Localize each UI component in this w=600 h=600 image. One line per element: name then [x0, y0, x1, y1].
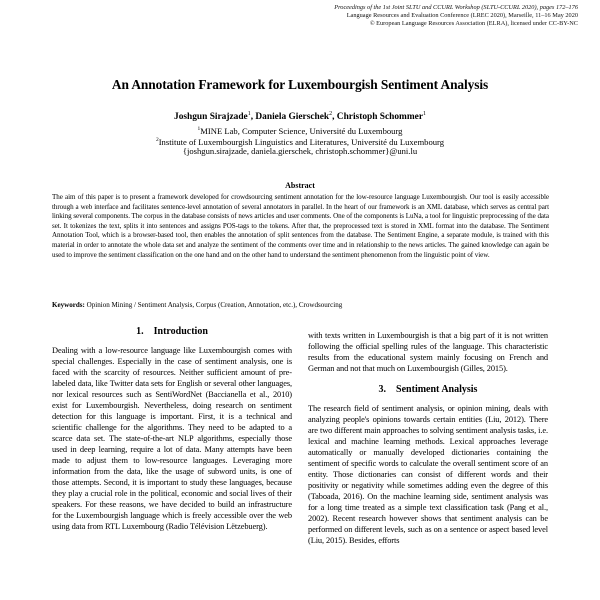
affiliation-text: Institute of Luxembourgish Linguistics and Literatures, Université du Luxembourg — [158, 136, 445, 147]
section-number: 3. — [378, 384, 387, 395]
author-sup: 2 — [329, 111, 333, 117]
affiliation-sup: 2 — [155, 137, 159, 143]
author-name: Christoph Schommer — [336, 112, 423, 123]
section-heading — [308, 384, 548, 395]
author-sup: 1 — [423, 111, 426, 117]
header-line-1: Proceedings of the 1st Joint SLTU and CCURL Workshop (SLTU-CCURL 2020), pages 172–176 — [334, 4, 578, 11]
author-sup: 1 — [247, 111, 251, 117]
affiliation-text: MINE Lab, Computer Science, Université du Luxembourg — [200, 125, 403, 136]
section-number: 1. — [136, 326, 144, 337]
left-column — [52, 326, 292, 532]
section-heading — [52, 326, 292, 337]
author-name: Daniela Gierschek — [255, 112, 330, 123]
introduction-text: Dealing with a low-resource language like Luxembourgish comes with special challenges. Especially in the case of sentiment analysis, one is faced with the scarcity of resources. Neither sufficient amount of pre-labeled data, like Twitter data sets for English or several other languages, nor lexical resources such as SentiWordNet (Baccianella et al., 2010) exist for Luxembourgish. Nevertheless, doing research on sentiment detection for this language is important. First, it is a technical and scientific challenge for the algorithms. They need to be adapted to a scarce data set. The state-of-the-art NLP algorithms, especially those used in deep learning, require a lot of data. Many attempts have been made to adjust them to low-resource languages. Leveraging more information from the data, like the usage of subword units, is one of those attempts. Second, it is important to study these languages, because they play a crucial role in the political, economic and social lives of their speakers. For these reasons, we have decided to build an infrastructure for the Luxembourgish language which is freely accessible over the web using data from RTL Luxembourg (Radio Télévision Lëtzebuerg). — [52, 346, 292, 531]
keywords-text: Opinion Mining / Sentiment Analysis, Corpus (Creation, Annotation, etc.), Crowdsourcing — [86, 301, 343, 309]
author-emails: {joshgun.sirajzade, daniela.gierschek, christoph.schommer}@uni.lu — [182, 146, 418, 156]
section-title: Introduction — [153, 326, 208, 337]
header-line-3: © European Language Resources Association (ELRA), licensed under CC-BY-NC — [369, 20, 578, 27]
header-line-2: Language Resources and Evaluation Conference (LREC 2020), Marseille, 11–16 May 2020 — [346, 12, 578, 19]
abstract-text: The aim of this paper is to present a framework developed for crowdsourcing sentiment annotation for the low-resource language Luxembourgish. Our tool is easily accessible through a web interface and facilitates sentence-level annotation of several annotators in parallel. In the heart of our framework is an XML database, which serves as central part linking several components. The corpus in the database consists of news articles and user comments. One of the components is LuNa, a tool for linguistic preprocessing of the data set. It tokenizes the text, splits it into sentences and assigns POS-tags to the tokens. After that, the preprocessed text is stored in XML format into the database. The Sentiment Annotation Tool, which is a browser-based tool, then enables the annotation of split sentences from the database. The Sentiment Engine, a separate module, is trained with this material in order to annotate the whole data set and analyze the sentiment of the comments over time and in relationship to the news articles. The gained knowledge can again be used to improve the sentiment classification on the one hand and on the other hand to understand the sentiment phenomenon from the linguistic point of view. — [52, 193, 549, 259]
author-list: Joshgun Sirajzade$^1$, Daniela Gierschek$^2$, Christoph Schommer$^1$ — [174, 111, 426, 123]
proceedings-header — [334, 4, 578, 28]
affiliation-sup: 1 — [197, 126, 201, 132]
right-column — [308, 330, 548, 546]
keywords-label: Keywords: — [52, 301, 85, 309]
paper-title: An Annotation Framework for Luxembourgish Sentiment Analysis — [111, 77, 489, 92]
abstract-heading: Abstract — [285, 181, 315, 190]
sentiment-analysis-text: The research field of sentiment analysis, or opinion mining, deals with analyzing people's opinions towards certain entities (Liu, 2012). There are two different main approaches to solving sentiment analysis tasks, i.e. lexical and machine learning methods. Lexical approaches leverage automatically or manually developed dictionaries containing the sentiment of specific words to calculate the overall sentiment score of an entity. Those dictionaries can consist of different words and their positivity or negativity while sometimes adding even the degree of this (Taboada, 2016). On the machine learning side, sentiment analysis was for a long time treated as a simple text classification task (Pang et al., 2002). Recent research however shows that sentiment analysis can be performed on different levels, such as on a sentence or aspect based level (Liu, 2015). Besides, efforts — [308, 404, 548, 545]
continued-paragraph: with texts written in Luxembourgish is that a big part of it is not written following the official spelling rules of the language. This characteristic results from the educational system mainly focusing on French and German and not that much on Luxembourgish (Gilles, 2015). — [308, 331, 548, 373]
author-name: Joshgun Sirajzade — [174, 112, 248, 123]
section-title: Sentiment Analysis — [396, 384, 478, 395]
keywords — [52, 301, 549, 311]
